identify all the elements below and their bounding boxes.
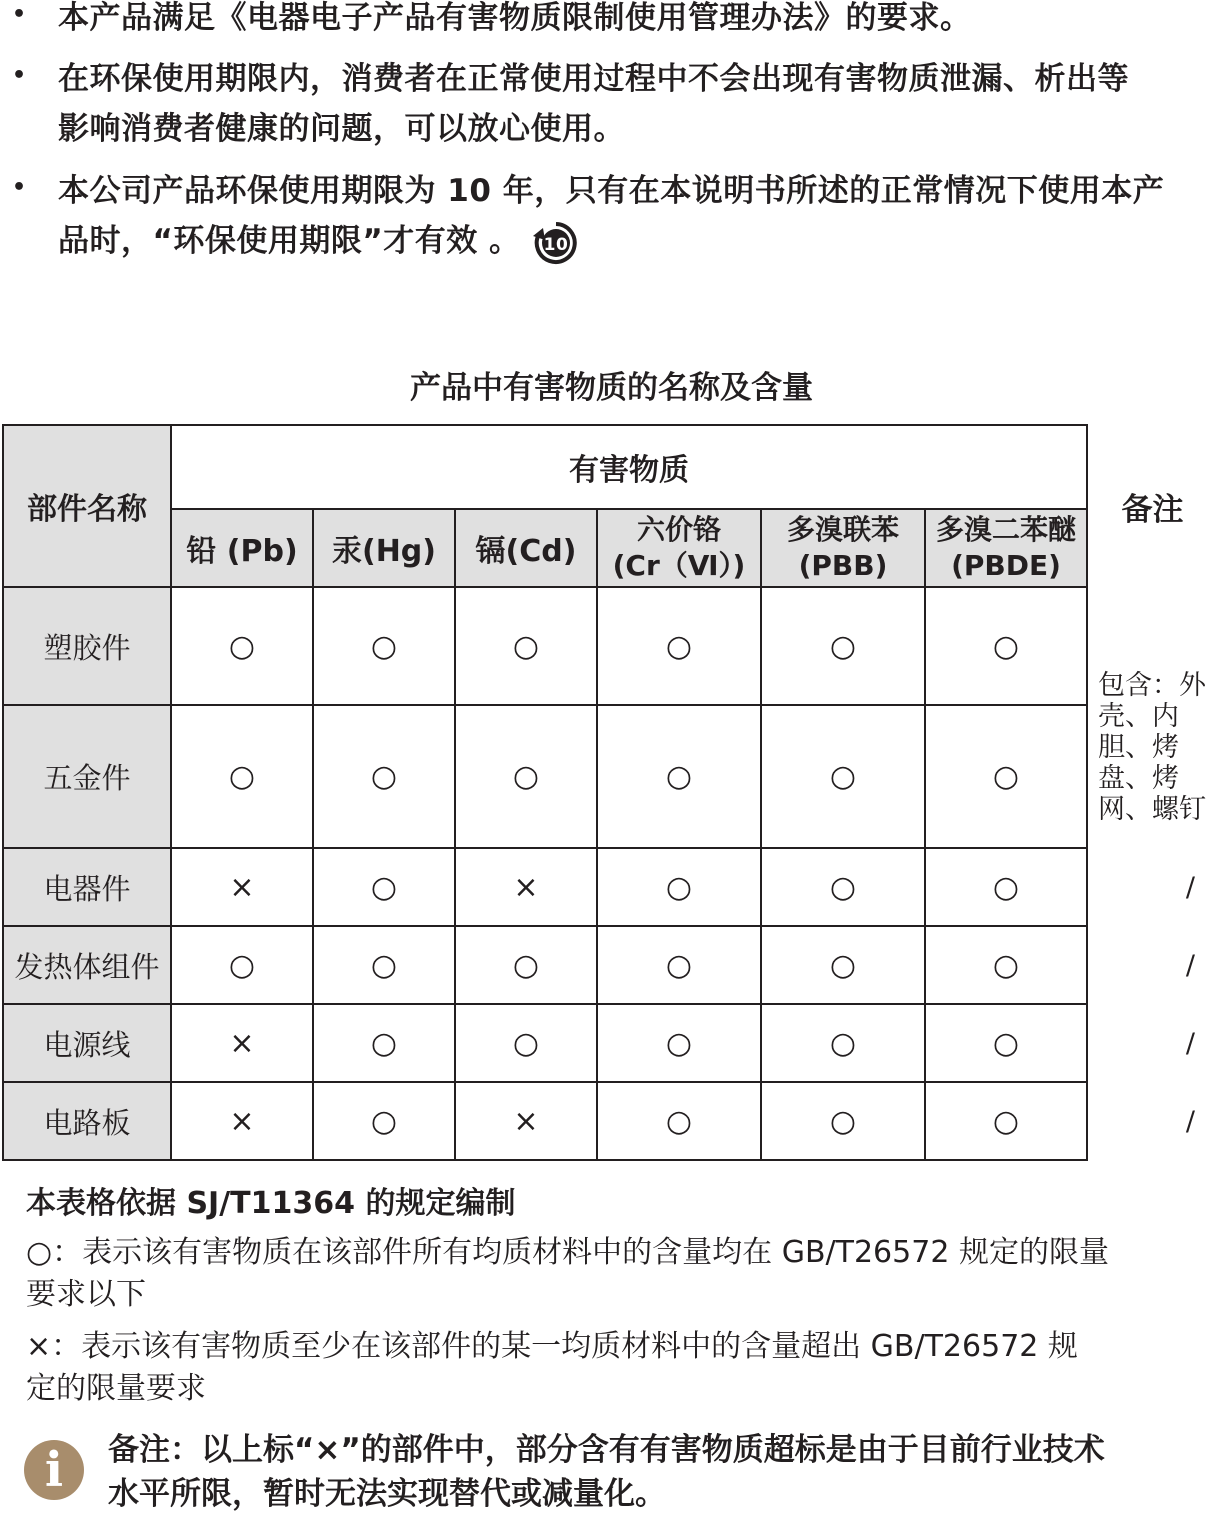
mark-cell: × xyxy=(171,1004,313,1082)
environment-period-icon xyxy=(531,220,581,266)
part-name: 塑胶件 xyxy=(3,587,171,705)
bullet-text xyxy=(58,54,1208,154)
mark-cell: ○ xyxy=(761,1082,925,1160)
substance-cell: 铅 (Pb) xyxy=(171,509,313,587)
mark-cell: ○ xyxy=(455,926,597,1004)
part-name: 发热体组件 xyxy=(3,926,171,1004)
hazardous-substance-table xyxy=(2,424,1217,1161)
table-row xyxy=(3,705,1217,848)
table-row xyxy=(3,926,1217,1004)
mark-cell: ○ xyxy=(597,926,761,1004)
part-name: 电源线 xyxy=(3,1004,171,1082)
mark-cell: ○ xyxy=(597,705,761,848)
substance-cell: 六价铬 (Cr（Ⅵ）) xyxy=(597,509,761,587)
footer-cross-legend: ×：表示该有害物质至少在该部件的某一均质材料中的含量超出 GB/T26572 规 定的限量要求 xyxy=(26,1329,1078,1406)
mark-cell: ○ xyxy=(313,705,455,848)
mark-cell: ○ xyxy=(925,926,1087,1004)
part-name: 电器件 xyxy=(3,848,171,926)
svg-text:10: 10 xyxy=(543,234,568,255)
table-title: 产品中有害物质的名称及含量 xyxy=(410,370,813,406)
mark-cell: ○ xyxy=(597,587,761,705)
footer-basis: 本表格依据 SJ/T11364 的规定编制 xyxy=(26,1186,516,1221)
substance-cell: 多溴联苯 (PBB) xyxy=(761,509,925,587)
mark-cell: ○ xyxy=(761,705,925,848)
mark-cell: ○ xyxy=(597,1082,761,1160)
mark-cell: × xyxy=(455,848,597,926)
mark-cell: ○ xyxy=(761,1004,925,1082)
mark-cell: ○ xyxy=(925,705,1087,848)
mark-cell: ○ xyxy=(597,1004,761,1082)
info-icon: i xyxy=(24,1440,84,1500)
mark-cell: ○ xyxy=(171,705,313,848)
mark-cell: ○ xyxy=(171,926,313,1004)
part-name: 电路板 xyxy=(3,1082,171,1160)
mark-cell: ○ xyxy=(313,926,455,1004)
mark-cell: × xyxy=(171,1082,313,1160)
table-row xyxy=(3,848,1217,926)
row-note: / xyxy=(1087,926,1217,1004)
bullet-text xyxy=(58,166,1208,266)
mark-cell: ○ xyxy=(313,848,455,926)
mark-cell: ○ xyxy=(313,587,455,705)
mark-cell: ○ xyxy=(925,1004,1087,1082)
table-header-row xyxy=(3,425,1217,509)
row-note: / xyxy=(1087,848,1217,926)
mark-cell: ○ xyxy=(925,848,1087,926)
table-row xyxy=(3,1004,1217,1082)
note-header: 备注 xyxy=(1087,425,1217,587)
mark-cell: ○ xyxy=(455,705,597,848)
metal-parts-note: 包含：外壳、内胆、烤盘、烤网、螺钉 xyxy=(1087,587,1217,848)
substance-cell: 多溴二苯醚 (PBDE) xyxy=(925,509,1087,587)
mark-cell: ○ xyxy=(761,587,925,705)
mark-cell: ○ xyxy=(313,1082,455,1160)
row-note: / xyxy=(1087,1082,1217,1160)
mark-cell: ○ xyxy=(597,848,761,926)
bullet-line: 在环保使用期限内，消费者在正常使用过程中不会出现有害物质泄漏、析出等 xyxy=(58,61,1129,97)
part-name-header: 部件名称 xyxy=(3,425,171,587)
mark-cell: ○ xyxy=(761,848,925,926)
bullet-dot: • xyxy=(12,63,27,88)
footer-circle-legend: ○：表示该有害物质在该部件所有均质材料中的含量均在 GB/T26572 规定的限量 要求以下 xyxy=(26,1235,1109,1312)
substance-cell: 汞(Hg) xyxy=(313,509,455,587)
table-row xyxy=(3,587,1217,705)
bullet-line: 影响消费者健康的问题，可以放心使用。 xyxy=(58,111,625,147)
row-note: / xyxy=(1087,1004,1217,1082)
mark-cell: ○ xyxy=(313,1004,455,1082)
mark-cell: ○ xyxy=(455,1004,597,1082)
bullet-text: 本产品满足《电器电子产品有害物质限制使用管理办法》的要求。 xyxy=(58,0,972,36)
mark-cell: × xyxy=(455,1082,597,1160)
mark-cell: ○ xyxy=(925,587,1087,705)
mark-cell: ○ xyxy=(455,587,597,705)
part-name: 五金件 xyxy=(3,705,171,848)
table-row xyxy=(3,1082,1217,1160)
substance-cell: 镉(Cd) xyxy=(455,509,597,587)
bullet-line: 品时，“环保使用期限”才有效 。 10 xyxy=(58,216,1208,266)
bullet-line: 本公司产品环保使用期限为 10 年，只有在本说明书所述的正常情况下使用本产 xyxy=(58,173,1165,209)
mark-cell: ○ xyxy=(171,587,313,705)
bullet-dot: • xyxy=(12,2,27,27)
remark-text: 备注：以上标“×”的部件中，部分含有有害物质超标是由于目前行业技术 水平所限，暂时无法实现替代或减量化。 xyxy=(108,1432,1105,1512)
mark-cell: ○ xyxy=(761,926,925,1004)
mark-cell: × xyxy=(171,848,313,926)
substance-header: 有害物质 xyxy=(171,425,1087,509)
bullet-dot: • xyxy=(12,175,27,200)
mark-cell: ○ xyxy=(925,1082,1087,1160)
substance-row xyxy=(3,509,1217,587)
